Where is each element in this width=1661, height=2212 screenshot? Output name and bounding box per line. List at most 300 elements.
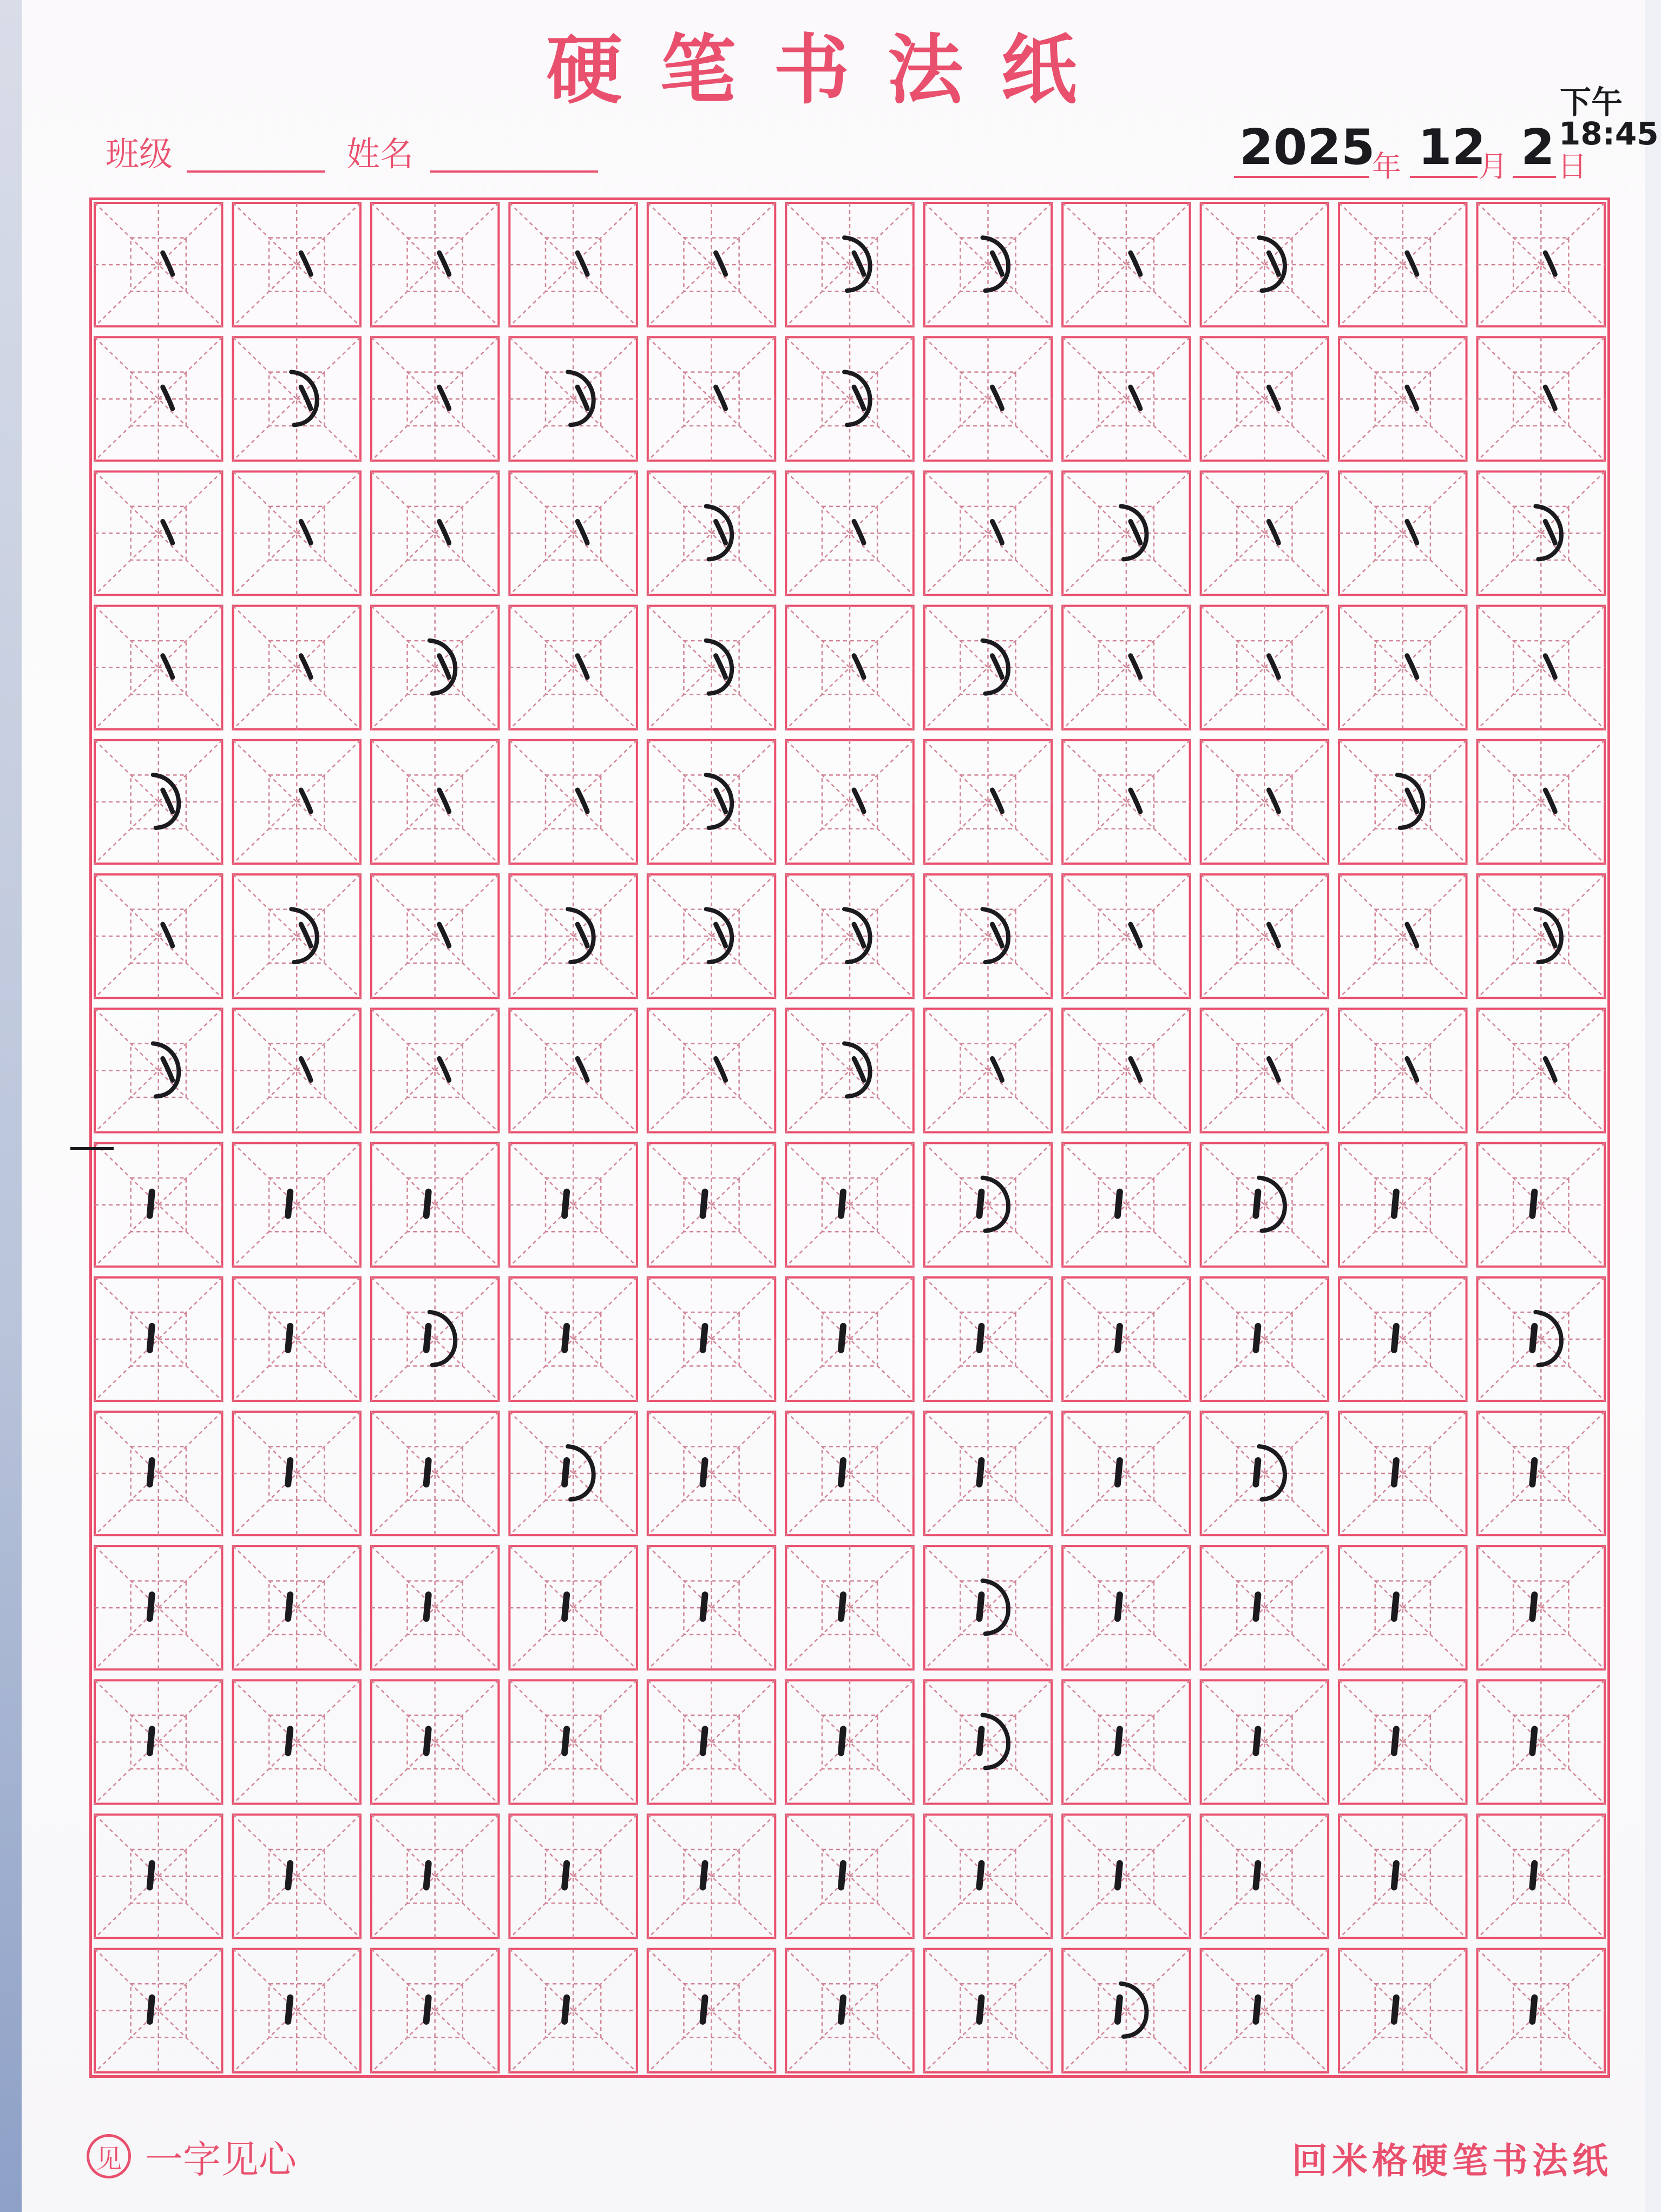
grid-cell [1201,1680,1328,1803]
practice-stroke [703,1326,705,1350]
grid-cell [1201,1143,1328,1267]
grid-cell [371,203,498,326]
practice-stroke [1256,1460,1258,1484]
grid-cell [509,1546,636,1669]
grid-cell [1201,1815,1328,1938]
grid-cell [1062,740,1190,864]
grid-cell [648,1009,775,1132]
grid-cell [509,203,636,326]
day-unit: 日 [1558,149,1587,183]
grid-cell [95,1278,222,1401]
practice-stroke [439,924,449,946]
grid-cell [509,471,636,595]
practice-stroke [1131,656,1140,677]
grid-cell [1339,1815,1466,1938]
grid-cell [1478,1949,1605,2072]
grid-cell [233,337,360,460]
practice-stroke [1532,1192,1534,1216]
practice-stroke [992,1058,1002,1080]
grid-cell [786,606,913,729]
practice-stroke [564,1998,567,2022]
grid-cell [924,1278,1052,1401]
practice-stroke [841,1864,843,1887]
grid-cell [1478,606,1605,729]
practice-stroke [1394,1326,1396,1350]
grid-cell [786,471,913,595]
date-year: 2025 [1239,119,1375,176]
grid-cell [1339,1009,1466,1132]
practice-stroke [703,1998,705,2022]
practice-stroke [1394,1998,1396,2022]
grid-cell [786,1949,913,2072]
grid-cell [648,740,775,864]
grid-cell [95,1815,222,1938]
grid-cell [1339,337,1466,460]
practice-stroke [301,656,311,677]
grid-cell [1478,1680,1605,1803]
practice-stroke [426,1192,429,1216]
grid-cell [1201,606,1328,729]
grid-cell [1339,471,1466,595]
grid-cell [509,1815,636,1938]
grid-cell [95,337,222,460]
practice-stroke [1545,924,1555,946]
grid-cell [509,1680,636,1803]
grid-cell [1062,1949,1190,2072]
grid-cell [924,337,1052,460]
practice-stroke [1118,1460,1120,1484]
grid-cell [1201,337,1328,460]
grid-cell [1201,1412,1328,1535]
practice-stroke [426,1595,429,1618]
grid-cell [1478,1412,1605,1535]
practice-stroke [301,1058,311,1080]
grid-cell [648,1412,775,1535]
practice-stroke [1256,1864,1258,1887]
practice-stroke [716,656,726,677]
grid-cell [1062,1143,1190,1267]
practice-stroke [150,1192,152,1216]
practice-stroke [1118,1998,1120,2022]
grid-cell [95,1143,222,1267]
grid-cell [786,1278,913,1401]
practice-stroke [1407,924,1417,946]
grid-cell [371,337,498,460]
practice-stroke [577,656,587,677]
grid-cell [95,606,222,729]
practice-stroke [703,1864,705,1887]
grid-cell [786,1009,913,1132]
practice-stroke [1545,1058,1555,1080]
practice-stroke [716,924,726,946]
grid-cell [1339,1143,1466,1267]
practice-stroke [979,1326,981,1350]
practice-stroke [1407,656,1417,677]
grid-cell [786,1680,913,1803]
practice-stroke [703,1595,705,1618]
grid-cell [1062,1412,1190,1535]
practice-stroke [979,1192,981,1216]
practice-stroke [1256,1326,1258,1350]
grid-cell [233,203,360,326]
practice-stroke [1407,790,1417,812]
practice-stroke [577,1058,587,1080]
practice-stroke [1256,1998,1258,2022]
grid-cell [371,874,498,998]
practice-stroke [163,387,173,409]
grid-cell [371,1680,498,1803]
grid-cell [1062,471,1190,595]
practice-stroke [1269,522,1278,543]
grid-cell [1339,1278,1466,1401]
grid-cell [95,1412,222,1535]
practice-stroke [1118,1192,1120,1216]
grid-cell [233,1680,360,1803]
grid-cell [648,1546,775,1669]
practice-stroke [854,253,864,274]
grid-cell [233,1009,360,1132]
grid-cell [233,1412,360,1535]
practice-stroke [564,1460,567,1484]
practice-stroke [1118,1326,1120,1350]
grid-cell [924,1680,1052,1803]
brand-logo-icon: 见 [87,2134,131,2178]
grid-cell [95,1546,222,1669]
grid-cell [233,1949,360,2072]
practice-stroke [1532,1595,1534,1618]
practice-stroke [979,1864,981,1887]
grid-cell [95,874,222,998]
date-field [1229,103,1607,189]
grid-cell [95,1949,222,2072]
grid-cell [233,1143,360,1267]
practice-stroke [163,253,173,274]
grid-cell [509,1143,636,1267]
practice-stroke [979,1460,981,1484]
grid-cell [233,471,360,595]
grid-cell [95,1009,222,1132]
grid-cell [1339,1949,1466,2072]
practice-stroke [577,924,587,946]
practice-stroke [1256,1595,1258,1618]
practice-stroke [1532,1864,1534,1887]
practice-stroke [1545,790,1555,812]
practice-stroke [288,1460,290,1484]
time-note: 下午 18:45 [1559,84,1659,152]
practice-stroke [577,522,587,543]
grid-cell [371,1278,498,1401]
grid-cell [924,1546,1052,1669]
paper-type-label: 回米格硬笔书法纸 [1292,2139,1612,2182]
grid-cell [786,1815,913,1938]
practice-stroke [163,924,173,946]
grid-cell [233,740,360,864]
grid-cell [509,1949,636,2072]
practice-grid [89,198,1610,2078]
practice-stroke [1269,924,1278,946]
grid-cell [1478,740,1605,864]
grid-cell [233,606,360,729]
practice-stroke [564,1192,567,1216]
practice-stroke [703,1460,705,1484]
grid-cell [509,1412,636,1535]
grid-cell [1339,606,1466,729]
practice-stroke [979,1729,981,1753]
practice-stroke [1269,253,1278,274]
practice-stroke [1545,387,1555,409]
practice-stroke [577,253,587,274]
grid-cell [648,1949,775,2072]
practice-stroke [288,1729,290,1753]
practice-stroke [426,1460,429,1484]
grid-cell [1478,1815,1605,1938]
grid-cell [233,1815,360,1938]
grid-cell [1339,874,1466,998]
class-label: 班级 [106,134,173,174]
practice-stroke [854,790,864,812]
practice-stroke [716,790,726,812]
grid-cell [1062,1680,1190,1803]
grid-cell [786,740,913,864]
grid-cell [648,1680,775,1803]
grid-cell [371,471,498,595]
practice-stroke [1532,1729,1534,1753]
grid-cell [1201,1949,1328,2072]
month-unit: 月 [1479,149,1508,183]
grid-cell [648,606,775,729]
grid-cell [924,874,1052,998]
practice-stroke [150,1729,152,1753]
grid-cell [648,337,775,460]
practice-stroke [1394,1460,1396,1484]
grid-cell [509,606,636,729]
grid-cell [1201,203,1328,326]
practice-stroke [564,1326,567,1350]
practice-stroke [564,1864,567,1887]
practice-stroke [439,253,449,274]
month-line [1410,176,1478,178]
practice-stroke [301,522,311,543]
practice-stroke [716,1058,726,1080]
practice-stroke [1269,387,1278,409]
practice-stroke [439,387,449,409]
practice-stroke [577,387,587,409]
practice-stroke [992,790,1002,812]
grid-cell [786,1546,913,1669]
grid-cell [371,606,498,729]
practice-stroke [1532,1998,1534,2022]
practice-stroke [703,1729,705,1753]
grid-cell [233,874,360,998]
practice-stroke [854,387,864,409]
practice-stroke [439,790,449,812]
grid-cell [1201,1278,1328,1401]
grid-cell [509,740,636,864]
practice-stroke [301,253,311,274]
practice-stroke [992,253,1002,274]
day-line [1513,176,1556,178]
grid-cell [1201,740,1328,864]
grid-cell [509,874,636,998]
practice-stroke [841,1460,843,1484]
brand [87,2129,297,2183]
practice-stroke [1532,1460,1534,1484]
practice-stroke [288,1998,290,2022]
grid-cell [371,740,498,864]
practice-stroke [150,1864,152,1887]
date-month: 12 [1418,119,1486,176]
practice-stroke [992,924,1002,946]
practice-stroke [1269,656,1278,677]
grid-cell [1201,1009,1328,1132]
grid-cell [371,1949,498,2072]
grid-cell [648,471,775,595]
practice-stroke [716,522,726,543]
grid-cell [1478,1009,1605,1132]
practice-stroke [439,1058,449,1080]
practice-stroke [439,522,449,543]
practice-stroke [564,1729,567,1753]
margin-pencil-mark [70,1147,114,1150]
practice-stroke [979,1595,981,1618]
grid-cell [1201,874,1328,998]
grid-cell [648,1815,775,1938]
practice-stroke [150,1998,152,2022]
grid-cell [509,1009,636,1132]
grid-cell [1201,1546,1328,1669]
background-edge [0,0,22,2212]
class-blank-line [187,170,325,173]
practice-stroke [1118,1729,1120,1753]
grid-cell [233,1546,360,1669]
grid-cell [1339,1546,1466,1669]
grid-cell [786,1412,913,1535]
practice-stroke [854,924,864,946]
grid-cell [95,471,222,595]
practice-stroke [716,387,726,409]
practice-stroke [577,790,587,812]
grid-cell [509,337,636,460]
grid-cell [924,606,1052,729]
practice-stroke [1269,1058,1278,1080]
grid-cell [1478,1278,1605,1401]
practice-stroke [1407,387,1417,409]
grid-cell [1339,1680,1466,1803]
practice-stroke [1545,522,1555,543]
grid-cell [95,740,222,864]
practice-stroke [1131,387,1140,409]
practice-stroke [301,790,311,812]
grid-cell [924,203,1052,326]
grid-cell [1062,1009,1190,1132]
huimi-grid-svg [89,198,1610,2078]
practice-stroke [288,1864,290,1887]
practice-stroke [163,656,173,677]
practice-stroke [163,790,173,812]
practice-stroke [163,1058,173,1080]
practice-stroke [992,522,1002,543]
grid-cell [786,874,913,998]
practice-stroke [1545,253,1555,274]
practice-stroke [439,656,449,677]
grid-cell [924,471,1052,595]
practice-stroke [150,1595,152,1618]
practice-stroke [1394,1192,1396,1216]
grid-cell [1478,203,1605,326]
practice-stroke [1394,1864,1396,1887]
grid-cell [924,1815,1052,1938]
practice-stroke [1407,522,1417,543]
grid-cell [924,1143,1052,1267]
grid-cell [371,1412,498,1535]
grid-cell [233,1278,360,1401]
practice-stroke [288,1326,290,1350]
practice-stroke [288,1595,290,1618]
practice-stroke [1407,253,1417,274]
practice-stroke [1256,1729,1258,1753]
practice-stroke [979,1998,981,2022]
practice-stroke [564,1595,567,1618]
practice-stroke [841,1192,843,1216]
grid-cell [371,1143,498,1267]
grid-cell [1062,337,1190,460]
name-label: 姓名 [346,134,414,174]
grid-cell [924,1949,1052,2072]
practice-stroke [992,656,1002,677]
practice-stroke [1131,790,1140,812]
grid-cell [1062,1815,1190,1938]
practice-stroke [426,1998,429,2022]
practice-stroke [854,1058,864,1080]
grid-cell [924,1009,1052,1132]
practice-stroke [841,1326,843,1350]
practice-stroke [703,1192,705,1216]
year-unit: 年 [1372,149,1401,183]
grid-cell [648,1143,775,1267]
practice-stroke [1118,1595,1120,1618]
grid-cell [648,203,775,326]
grid-cell [1339,740,1466,864]
grid-cell [648,874,775,998]
practice-stroke [854,522,864,543]
brand-name: 一字见心 [145,2137,297,2182]
grid-cell [1062,874,1190,998]
year-line [1234,176,1369,178]
practice-stroke [163,522,173,543]
date-day: 2 [1521,119,1555,176]
grid-cell [924,740,1052,864]
grid-cell [1062,203,1190,326]
grid-cell [648,1278,775,1401]
grid-cell [371,1009,498,1132]
practice-stroke [716,253,726,274]
grid-cell [1339,203,1466,326]
practice-stroke [841,1595,843,1618]
practice-stroke [854,656,864,677]
practice-stroke [301,387,311,409]
practice-stroke [1394,1595,1396,1618]
grid-cell [1478,337,1605,460]
practice-stroke [1131,924,1140,946]
grid-cell [1339,1412,1466,1535]
page-title: 硬笔书法纸 [546,26,1115,115]
grid-cell [1478,874,1605,998]
practice-stroke [1269,790,1278,812]
grid-cell [786,337,913,460]
grid-cell [509,1278,636,1401]
grid-cell [1062,1278,1190,1401]
practice-stroke [150,1460,152,1484]
